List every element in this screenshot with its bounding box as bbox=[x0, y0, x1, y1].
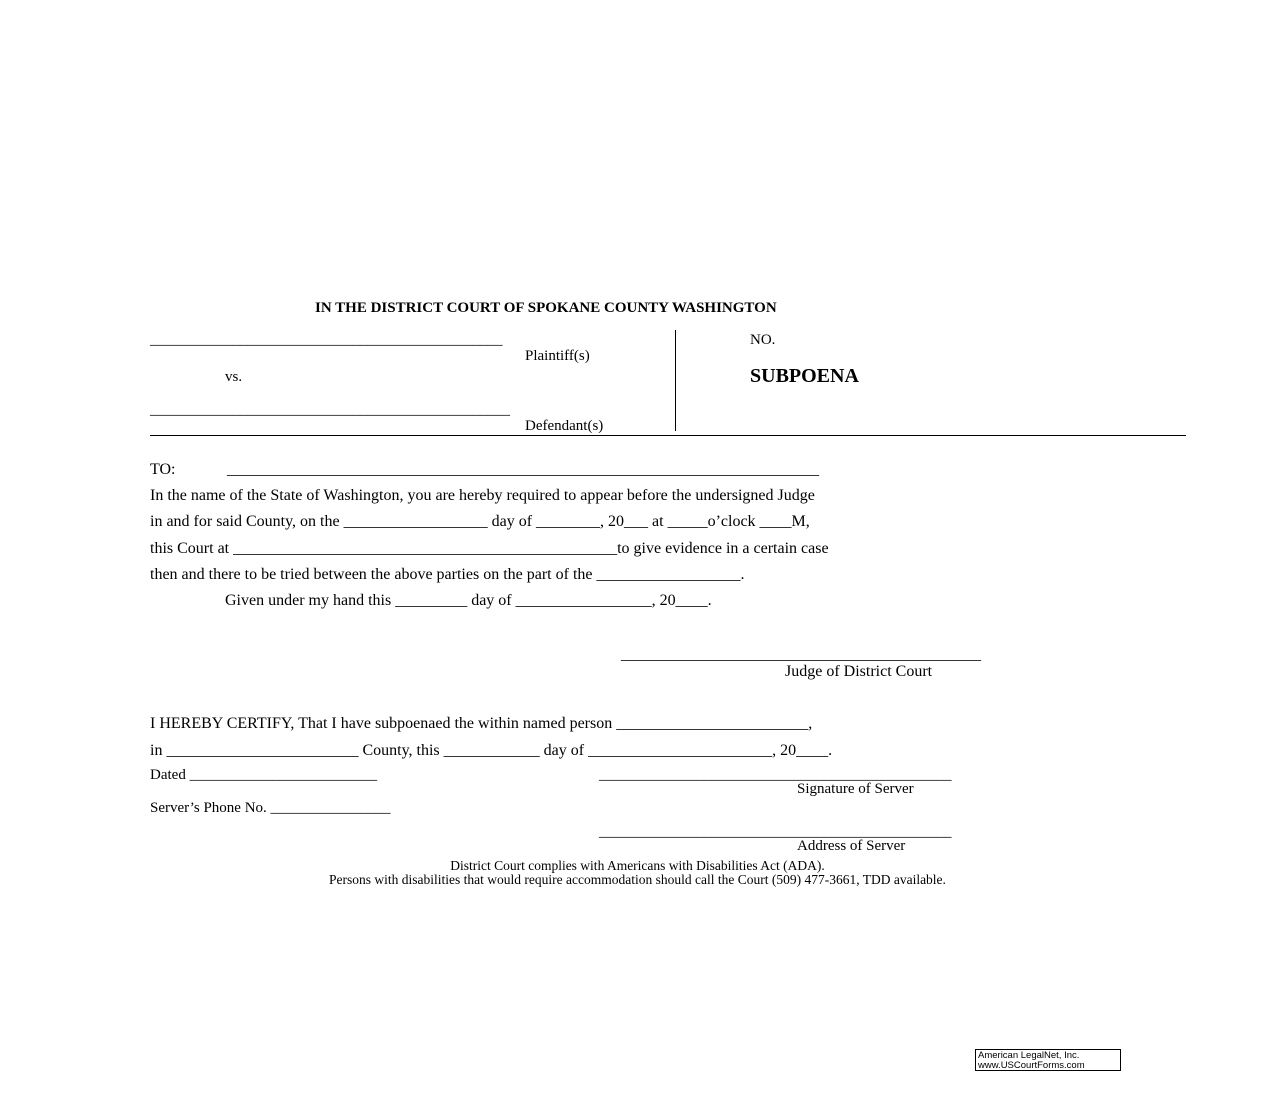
dated-field[interactable]: Dated _________________________ bbox=[150, 767, 378, 783]
plaintiff-label: Plaintiff(s) bbox=[525, 348, 590, 364]
server-address-line[interactable]: _______________________________________________ bbox=[599, 824, 952, 840]
body-line-2: in and for said County, on the __________________ day of ________, 20___ at _____o’clock ____M, bbox=[150, 513, 810, 530]
publisher-url[interactable]: www.USCourtForms.com bbox=[978, 1060, 1085, 1071]
judge-signature-line[interactable]: _____________________________________________ bbox=[621, 646, 981, 663]
body-line-4: then and there to be tried between the above parties on the part of the __________________. bbox=[150, 566, 745, 583]
body-line-3: this Court at ________________________________________________to give evidence in a certain case bbox=[150, 540, 829, 557]
vs-label: vs. bbox=[225, 369, 243, 385]
ada-notice-line-1: District Court complies with Americans with Disabilities Act (ADA). bbox=[450, 858, 825, 873]
defendant-line[interactable]: ________________________________________________ bbox=[150, 402, 510, 418]
to-label: TO: bbox=[150, 461, 176, 478]
publisher-name: American LegalNet, Inc. bbox=[978, 1050, 1080, 1061]
judge-label: Judge of District Court bbox=[785, 663, 933, 680]
server-address-label: Address of Server bbox=[797, 838, 906, 854]
given-line: Given under my hand this _________ day of _________________, 20____. bbox=[225, 592, 712, 609]
body-line-1: In the name of the State of Washington, you are hereby required to appear before the undersigned Judge bbox=[150, 487, 815, 504]
ada-notice-line-2: Persons with disabilities that would require accommodation should call the Court (509) 477-3661, TDD available. bbox=[329, 872, 946, 887]
certify-line-1: I HEREBY CERTIFY, That I have subpoenaed the within named person ________________________, bbox=[150, 715, 813, 732]
caption-bottom-rule bbox=[150, 435, 1186, 436]
server-phone-field[interactable]: Server’s Phone No. ________________ bbox=[150, 800, 391, 816]
plaintiff-line[interactable]: _______________________________________________ bbox=[150, 332, 503, 348]
court-heading: IN THE DISTRICT COURT OF SPOKANE COUNTY WASHINGTON bbox=[315, 300, 777, 316]
to-line[interactable]: __________________________________________________________________________ bbox=[227, 461, 819, 478]
certify-line-2: in ________________________ County, this ____________ day of _______________________, 20____. bbox=[150, 742, 833, 759]
caption-divider bbox=[675, 330, 676, 431]
server-signature-line[interactable]: _______________________________________________ bbox=[599, 767, 952, 783]
case-number-label: NO. bbox=[750, 332, 776, 348]
server-signature-label: Signature of Server bbox=[797, 781, 914, 797]
defendant-label: Defendant(s) bbox=[525, 418, 604, 434]
document-title: SUBPOENA bbox=[750, 365, 859, 387]
publisher-badge bbox=[975, 1049, 1121, 1071]
